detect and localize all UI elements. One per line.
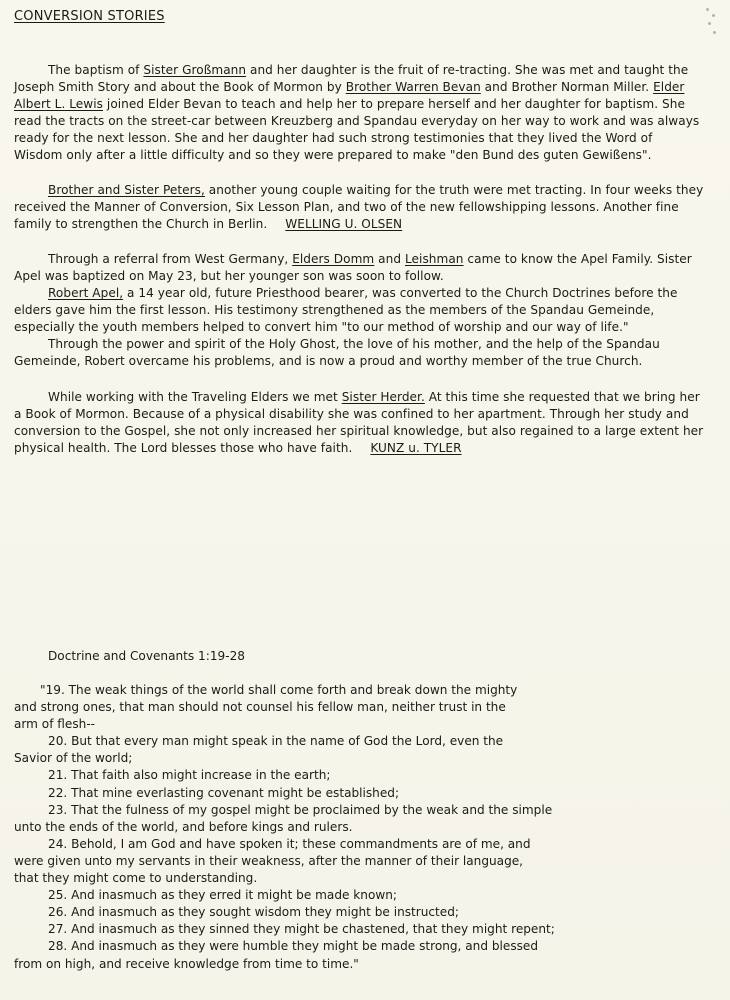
verse-line: and strong ones, that man should not counsel his fellow man, neither trust in the — [14, 700, 506, 715]
name-sister-herder: Sister Herder. — [341, 389, 425, 404]
story-paragraph-grossmann — [14, 62, 704, 165]
verse-line: Savior of the world; — [14, 751, 133, 766]
scripture-quote — [14, 682, 714, 973]
verse-line: from on high, and receive knowledge from time to time." — [14, 956, 359, 971]
text-run: and — [374, 251, 405, 266]
verse-line: 23. That the fulness of my gospel might be proclaimed by the weak and the simple — [48, 802, 553, 817]
text-run: and her daughter is the fruit of re-tracting. She was met and taught the Joseph Smith Story and about the Book of Mormon by — [14, 63, 689, 95]
verse-line: 24. Behold, I am God and have spoken it; these commandments are of me, and — [48, 836, 531, 851]
text-run: another young couple waiting for the truth were met tracting. In four weeks they received the Manner of Conversion, Six Lesson Plan, and two of the new fellowshipping lessons. Another fine family to strengthen the Church in Berlin. — [14, 182, 704, 231]
text-run: At this time she requested that we bring her a Book of Mormon. Because of a physical disability she was confined to her apartment. Through her study and conversion to the Gospel, she not only increased her spiritual knowledge, but also regained to a large extent her physical health. The Lord blesses those who have faith. — [14, 389, 704, 455]
text-run: a 14 year old, future Priesthood bearer, was converted to the Church Doctrines before the elders gave him the first lesson. His testimony strengthened as the members of the Spandau Gemeinde, especially the youth members helped to convert him "to our method of worship and our way of life." — [14, 286, 678, 335]
verse-line: unto the ends of the world, and before kings and rulers. — [14, 819, 353, 834]
page-heading: CONVERSION STORIES — [14, 9, 165, 24]
name-grossmann: Sister Großmann — [143, 63, 247, 77]
signature-kunz-tyler: KUNZ u. TYLER — [370, 440, 462, 455]
verse-line: 21. That faith also might increase in the earth; — [48, 768, 331, 783]
name-elders-domm: Elders Domm — [292, 251, 375, 266]
text-run: joined Elder Bevan to teach and help her to prepare herself and her daughter for baptism. She read the tracts on the street-car between Kreuzberg and Spandau everyday on her way to work and was always ready for the next lesson. She and her daughter had such strong testimonies that they lived the Word of Wisdom only after a little difficulty and so they were prepared to make "den Bund des guten Gewißens". — [14, 97, 700, 163]
verse-line: 25. And inasmuch as they erred it might be made known; — [48, 888, 397, 903]
story-paragraph-apel — [14, 251, 704, 285]
text-run: While working with the Traveling Elders we met — [48, 389, 342, 404]
story-paragraph-herder — [14, 389, 704, 457]
verse-line: were given unto my servants in their weakness, after the manner of their language, — [14, 853, 524, 868]
verse-line: 28. And inasmuch as they were humble they might be made strong, and blessed — [48, 939, 539, 954]
verse-line: 20. But that every man might speak in the name of God the Lord, even the — [48, 734, 504, 749]
signature-welling-olsen: WELLING U. OLSEN — [285, 216, 403, 231]
story-paragraph-robert-apel — [14, 285, 704, 336]
story-paragraph-peters — [14, 182, 704, 233]
verse-line: 22. That mine everlasting covenant might be established; — [48, 785, 400, 800]
text-run: and Brother Norman Miller. — [480, 80, 654, 95]
name-albert-lewis: Elder Albert L. Lewis — [14, 80, 685, 112]
verse-line: 27. And inasmuch as they sinned they might be chastened, that they might repent; — [48, 922, 555, 937]
text-run: came to know the Apel Family. Sister Apel was baptized on May 23, but her younger son was soon to follow. — [14, 251, 692, 283]
name-robert-apel: Robert Apel, — [48, 286, 124, 301]
story-paragraph-holy-ghost: Through the power and spirit of the Holy Ghost, the love of his mother, and the help of the Spandau Gemeinde, Robert overcame his problems, and is now a proud and worthy member of the true Church. — [14, 337, 660, 369]
verse-line: 26. And inasmuch as they sought wisdom they might be instructed; — [48, 905, 459, 920]
verse-line: that they might come to understanding. — [14, 871, 258, 886]
text-run: The baptism of — [48, 63, 144, 77]
name-leishman: Leishman — [404, 251, 464, 266]
text-run: Through a referral from West Germany, — [48, 251, 293, 266]
scripture-title: Doctrine and Covenants 1:19-28 — [48, 649, 245, 663]
corner-speck-mark — [704, 6, 718, 40]
name-peters: Brother and Sister Peters, — [48, 182, 205, 197]
verse-line: arm of flesh-- — [14, 717, 96, 732]
stories-body — [14, 62, 704, 457]
verse-line: "19. The weak things of the world shall come forth and break down the mighty — [40, 683, 518, 697]
name-warren-bevan: Brother Warren Bevan — [345, 80, 481, 95]
